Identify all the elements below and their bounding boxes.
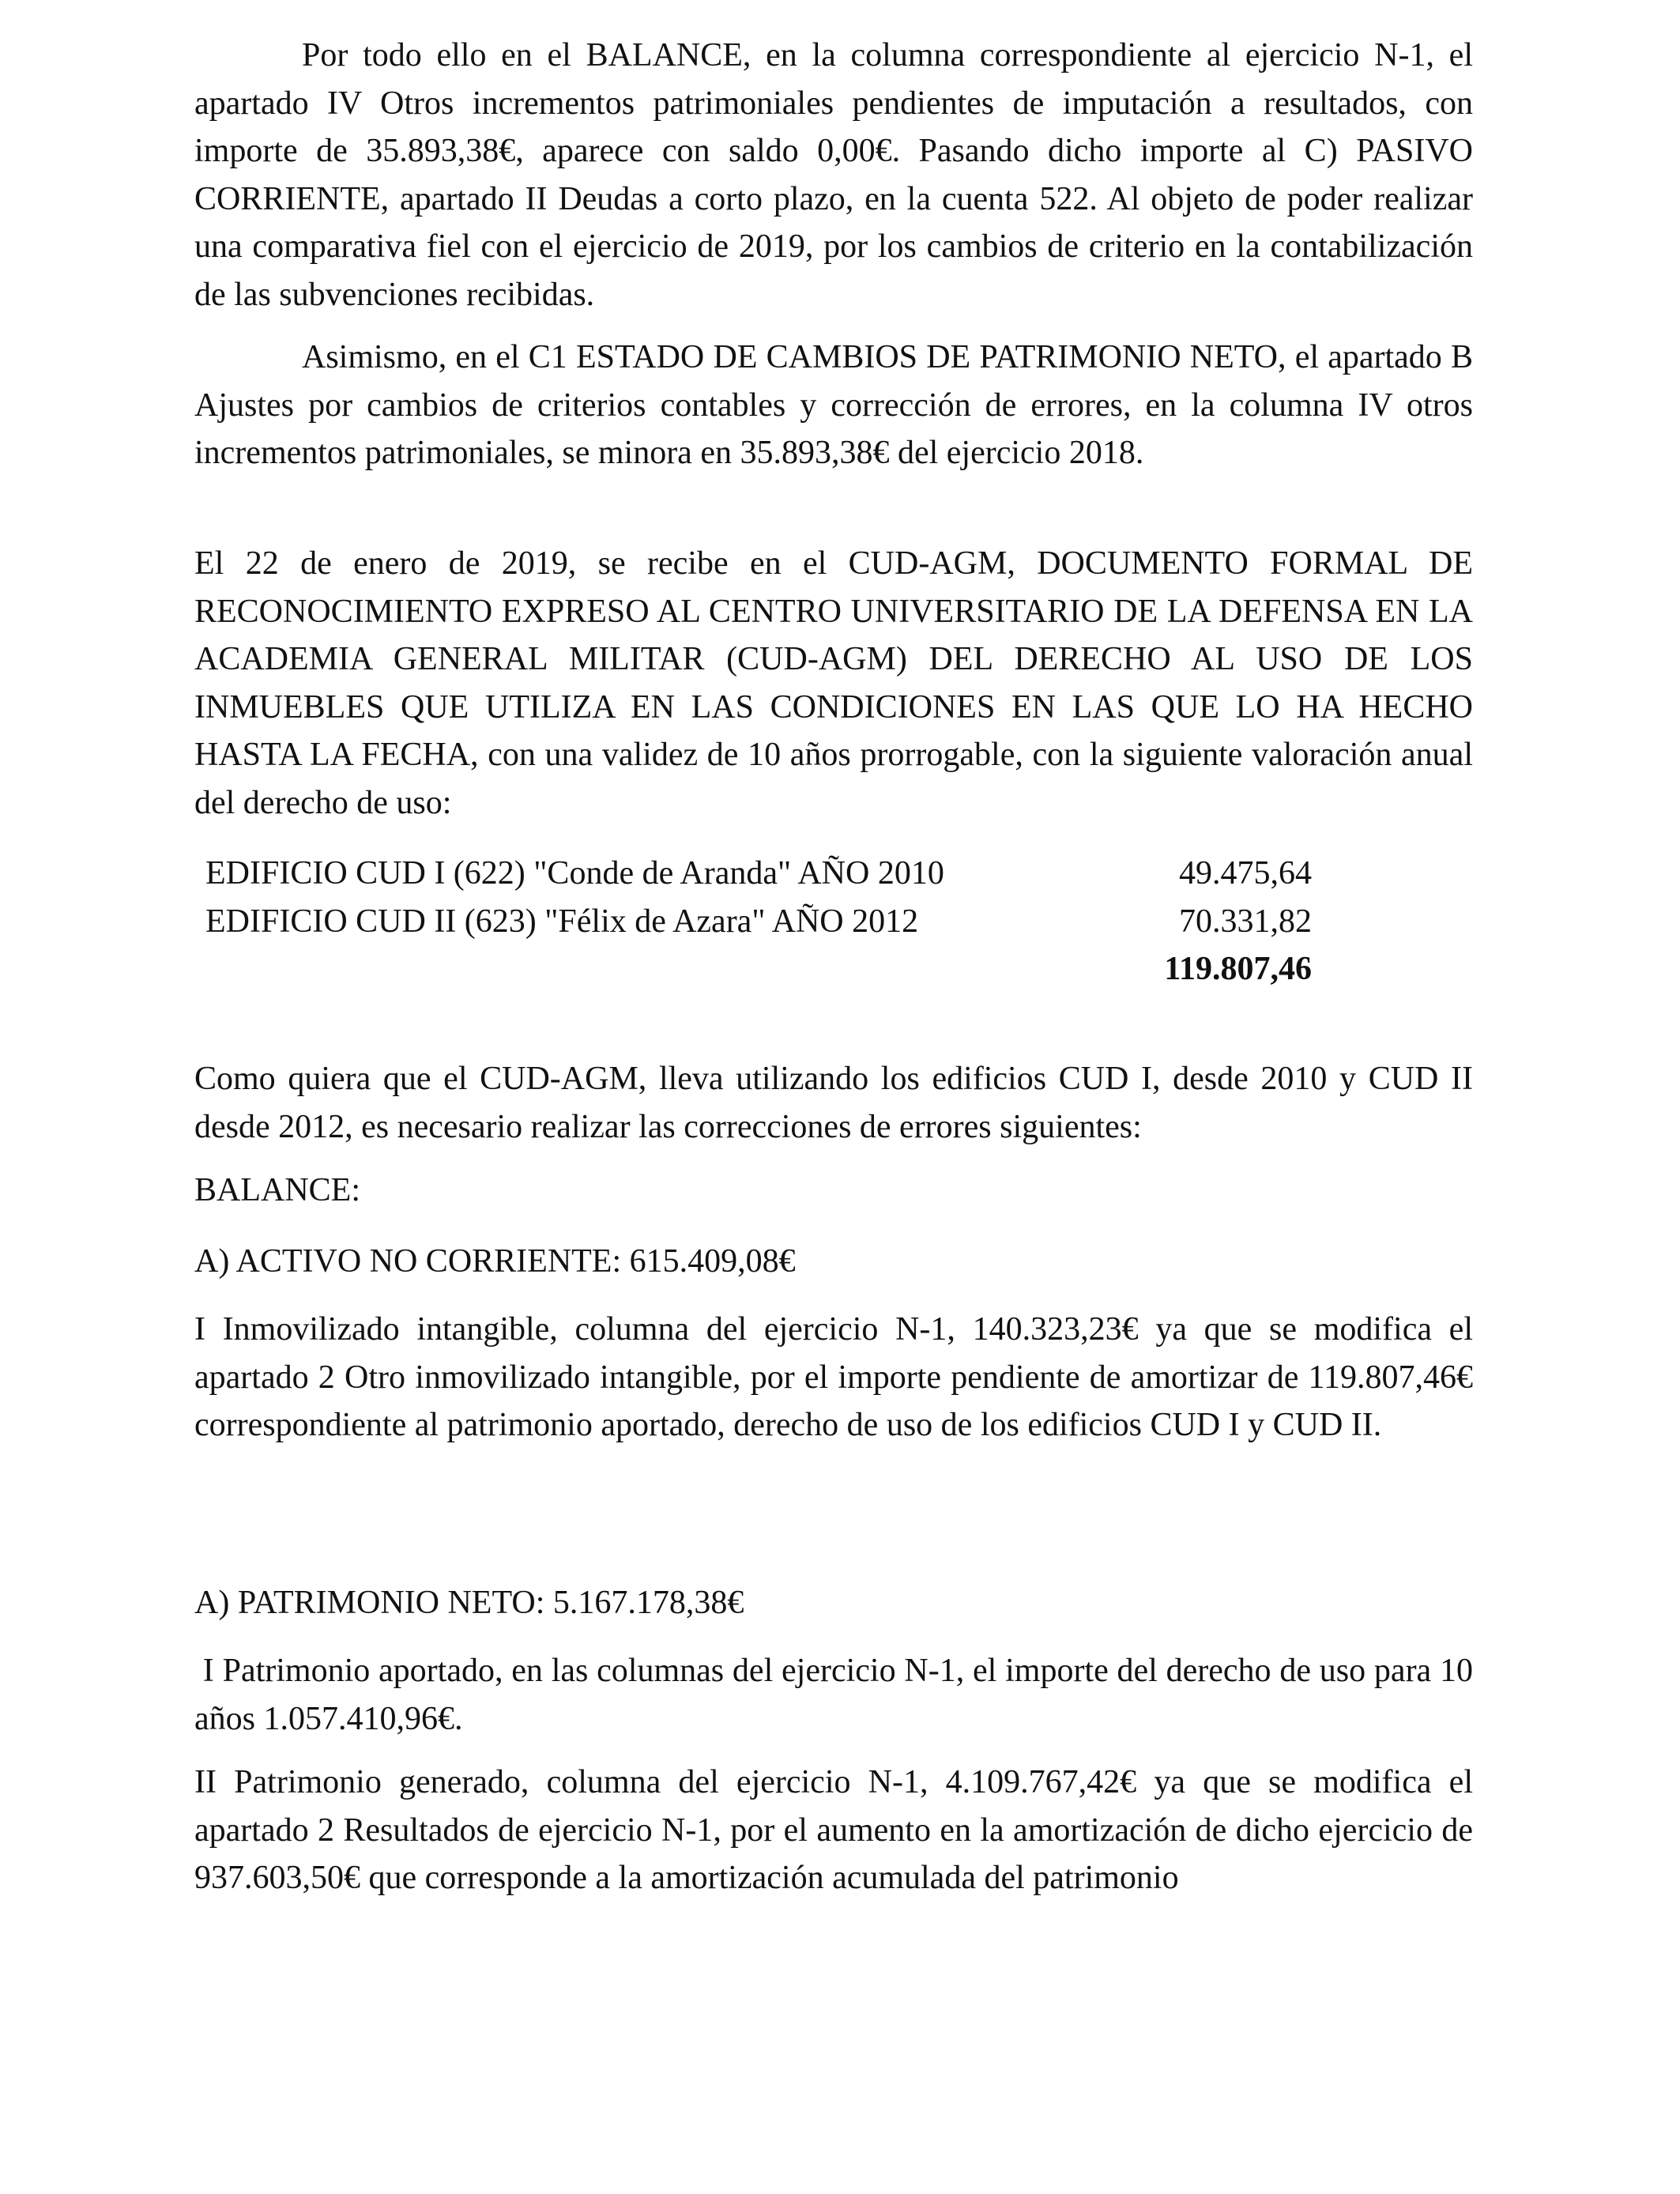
paragraph-intangible-assets: I Inmovilizado intangible, columna del ejercicio N-1, 140.323,23€ ya que se modifica el apartado 2 Otro inmovilizado intangible, por el importe pendiente de amortizar de 119.807,46€ correspondiente al patrimonio aportado, derecho de uso de los edificios CUD I y CUD II. [194,1311,1473,1443]
total-value: 119.807,46 [1164,951,1312,987]
paragraph-contributed-equity: I Patrimonio aportado, en las columnas del ejercicio N-1, el importe del derecho de uso para 10 años 1.057.410,96€. [194,1653,1482,1737]
building-value: 70.331,82 [1179,903,1312,940]
building-label: EDIFICIO CUD I (622) "Conde de Aranda" AÑO 2010 [205,855,944,892]
paragraph-corrections-intro: Como quiera que el CUD-AGM, lleva utilizando los edificios CUD I, desde 2010 y CUD II desde 2012, es necesario realizar las correcciones de errores siguientes: [194,1061,1473,1145]
building-label: EDIFICIO CUD II (623) "Félix de Azara" AÑO 2012 [205,903,919,940]
paragraph-balance-adjustment: Por todo ello en el BALANCE, en la columna correspondiente al ejercicio N-1, el apartado IV Otros incrementos patrimoniales pendientes de imputación a resultados, con importe de 35.893,38€, aparece con saldo 0,00€. Pasando dicho importe al C) PASIVO CORRIENTE, apartado II Deudas a corto plazo, en la cuenta 522. Al objeto de poder realizar una comparativa fiel con el ejercicio de 2019, por los cambios de criterio en la contabilización de las subvenciones recibidas. [194,37,1473,313]
table-row [205,850,1312,898]
heading-balance: BALANCE: [194,1172,360,1208]
table-total-row [205,945,1312,993]
paragraph-equity-changes: Asimismo, en el C1 ESTADO DE CAMBIOS DE PATRIMONIO NETO, el apartado B Ajustes por cambios de criterios contables y corrección de errores, en la columna IV otros incrementos patrimoniales, se minora en 35.893,38€ del ejercicio 2018. [194,339,1473,471]
paragraph-use-rights-document: El 22 de enero de 2019, se recibe en el CUD-AGM, DOCUMENTO FORMAL DE RECONOCIMIENTO EXPRESO AL CENTRO UNIVERSITARIO DE LA DEFENSA EN LA ACADEMIA GENERAL MILITAR (CUD-AGM) DEL DERECHO AL USO DE LOS INMUEBLES QUE UTILIZA EN LAS CONDICIONES EN LAS QUE LO HA HECHO HASTA LA FECHA, con una validez de 10 años prorrogable, con la siguiente valoración anual del derecho de uso: [194,545,1473,821]
heading-net-equity: A) PATRIMONIO NETO: 5.167.178,38€ [194,1585,744,1621]
valuation-table [205,850,1312,993]
paragraph-generated-equity: II Patrimonio generado, columna del ejercicio N-1, 4.109.767,42€ ya que se modifica el apartado 2 Resultados de ejercicio N-1, por el aumento en la amortización de dicho ejercicio de 937.603,50€ que corresponde a la amortización acumulada del patrimonio [194,1764,1473,1896]
table-row [205,898,1312,946]
building-value: 49.475,64 [1179,855,1312,892]
heading-non-current-assets: A) ACTIVO NO CORRIENTE: 615.409,08€ [194,1243,796,1280]
